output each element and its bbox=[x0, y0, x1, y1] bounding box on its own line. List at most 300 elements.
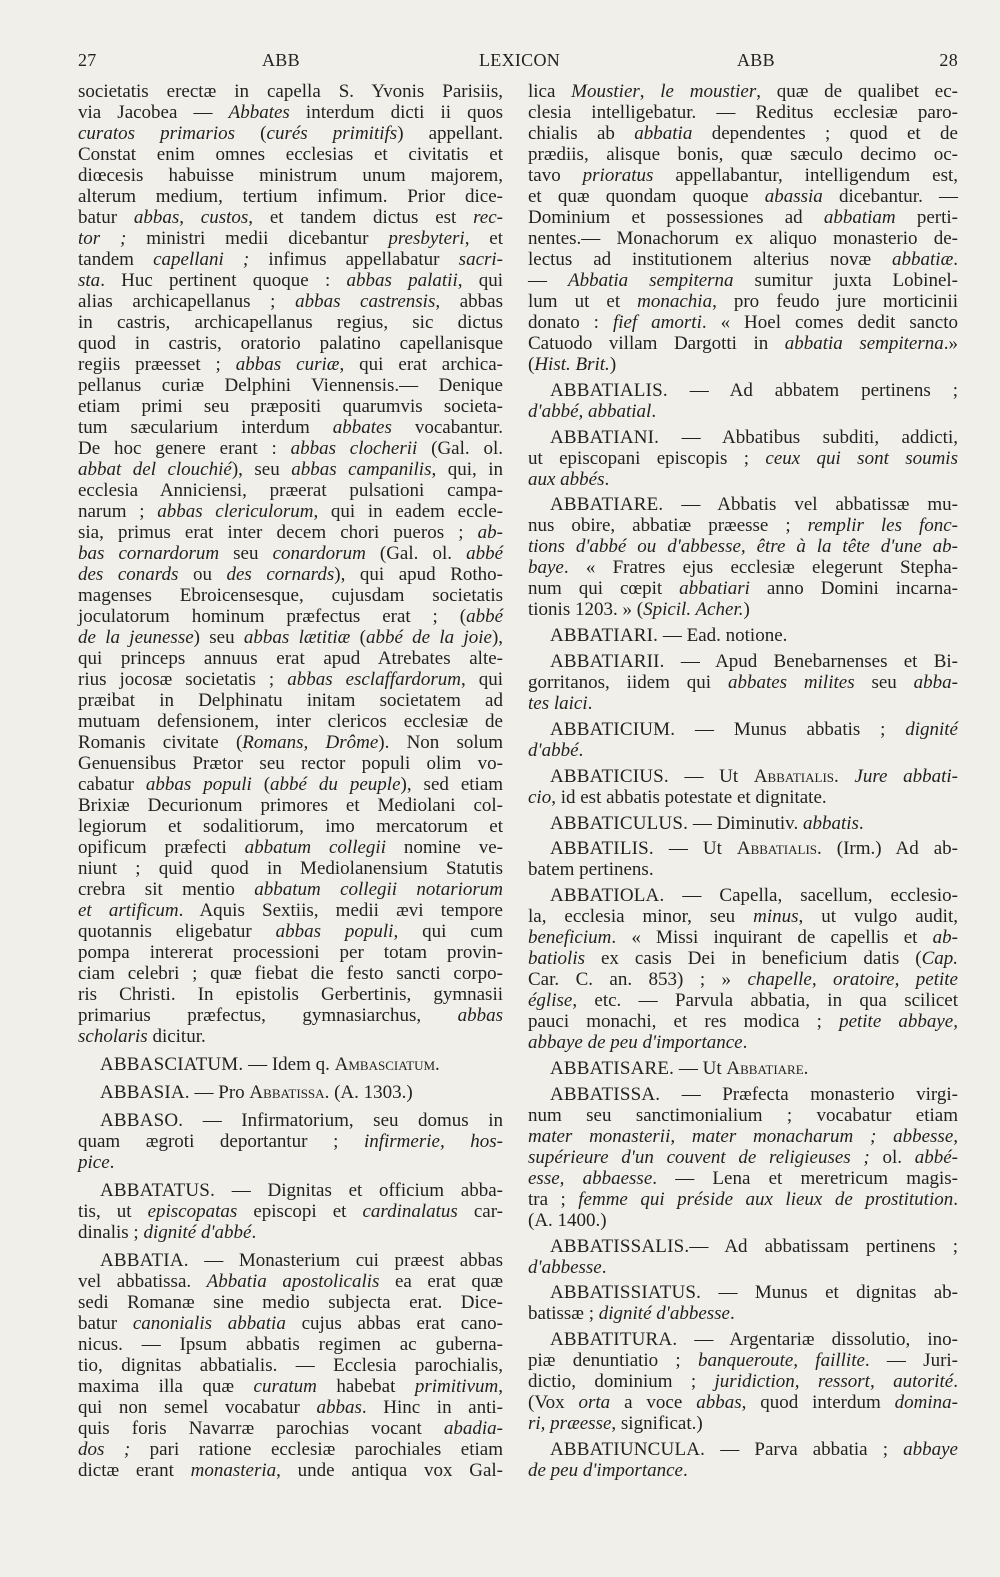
roman-text: sia, primus erat inter decem chori pueros ; bbox=[78, 522, 478, 543]
dictionary-entry bbox=[528, 838, 958, 880]
dictionary-entry bbox=[528, 1058, 958, 1079]
italic-text: presbyteri bbox=[388, 228, 465, 249]
roman-text: . bbox=[729, 1303, 735, 1325]
roman-text: ex casis Dei in beneficium datis ( bbox=[585, 948, 922, 970]
dictionary-entry bbox=[528, 1329, 958, 1434]
text-line bbox=[528, 693, 958, 714]
dictionary-entry bbox=[528, 885, 958, 1053]
italic-text: église bbox=[528, 990, 573, 1012]
roman-text: et quæ quondam quoque bbox=[528, 186, 765, 207]
guide-word-left: ABB bbox=[262, 50, 300, 70]
text-line bbox=[78, 501, 503, 522]
roman-text: — Dignitas et officium abba- bbox=[215, 1180, 503, 1201]
headword: ABBATIUNCULA. bbox=[550, 1439, 706, 1460]
page-number-right: 28 bbox=[939, 50, 958, 70]
roman-text: , qui, in bbox=[431, 459, 503, 480]
roman-text: ris Christi. In epistolis Gerbertinis, gymnasii bbox=[78, 984, 503, 1005]
roman-text: ea erat quæ bbox=[379, 1271, 503, 1292]
roman-text: ) bbox=[609, 354, 617, 375]
text-line bbox=[78, 984, 503, 1005]
text-line bbox=[78, 732, 503, 753]
roman-text: — Capella, sacellum, ecclesio- bbox=[664, 885, 958, 907]
italic-text: Abbatia sempiterna bbox=[567, 270, 734, 291]
headword: ABBATITURA. bbox=[550, 1329, 678, 1351]
roman-text: — Ad abbatem pertinens ; bbox=[667, 379, 958, 401]
text-line bbox=[528, 1084, 958, 1105]
text-line bbox=[78, 753, 503, 774]
text-line bbox=[78, 921, 503, 942]
dictionary-entry bbox=[528, 1084, 958, 1231]
italic-text: abbatum collegii bbox=[244, 837, 386, 858]
text-line bbox=[528, 249, 958, 270]
text-line bbox=[78, 1376, 503, 1397]
text-line bbox=[78, 144, 503, 165]
headword: ABBASCIATUM. bbox=[100, 1054, 244, 1075]
text-line bbox=[528, 1392, 958, 1413]
italic-text: mater monasterii, mater monacharum ; abbesse, bbox=[528, 1125, 958, 1147]
text-line bbox=[78, 837, 503, 858]
roman-text: nicus. — Ipsum abbatis regimen ac guberna- bbox=[78, 1334, 503, 1355]
text-line bbox=[78, 1397, 503, 1418]
dictionary-entry bbox=[78, 1054, 503, 1075]
roman-text: — bbox=[528, 270, 568, 291]
dictionary-entry bbox=[528, 427, 958, 490]
italic-text: abbas clericulorum bbox=[157, 501, 314, 522]
roman-text: . bbox=[682, 1460, 688, 1481]
text-line bbox=[528, 1147, 958, 1168]
text-line bbox=[78, 1054, 503, 1075]
dictionary-entry bbox=[528, 625, 958, 646]
text-line bbox=[78, 375, 503, 396]
headword: ABBATISSIATUS. bbox=[550, 1282, 702, 1304]
italic-text: tes laici bbox=[528, 693, 588, 715]
dictionary-entry bbox=[528, 1439, 958, 1481]
roman-text: , bbox=[639, 81, 661, 102]
text-line bbox=[528, 123, 958, 144]
roman-text: . Hinc in anti- bbox=[361, 1397, 503, 1418]
italic-text: le moustier bbox=[660, 81, 757, 102]
italic-text: abbas bbox=[457, 1005, 503, 1026]
roman-text: — Monasterium cui præest abbas bbox=[188, 1250, 503, 1271]
text-line bbox=[78, 1439, 503, 1460]
headword: ABBATIOLA. bbox=[550, 885, 665, 907]
italic-text: abbatia bbox=[634, 123, 693, 144]
italic-text: abbas populi bbox=[275, 921, 394, 942]
roman-text: opificum præfecti bbox=[78, 837, 245, 858]
roman-text: episcopi et bbox=[237, 1201, 363, 1222]
italic-text: abbatiæ bbox=[892, 249, 954, 270]
text-line bbox=[528, 927, 958, 948]
roman-text: primarius præfectus, gymnasiarchus, bbox=[78, 1005, 458, 1026]
text-line bbox=[78, 942, 503, 963]
roman-text: , qui erat archica- bbox=[339, 354, 503, 375]
roman-text: , unde antiqua vox Gal- bbox=[276, 1460, 503, 1481]
roman-text: vocabantur. bbox=[391, 417, 503, 438]
text-line bbox=[78, 774, 503, 795]
roman-text: rius jocosæ societatis ; bbox=[78, 669, 288, 690]
roman-text: ), seu bbox=[231, 459, 292, 480]
roman-text: . bbox=[742, 1032, 748, 1054]
italic-text: conardorum bbox=[272, 543, 366, 564]
italic-text: rec- bbox=[473, 207, 503, 228]
roman-text: . bbox=[435, 1054, 440, 1075]
italic-text: remplir les fonc- bbox=[807, 515, 958, 537]
roman-text: . bbox=[953, 1188, 958, 1210]
roman-text: — Ut bbox=[674, 1057, 727, 1079]
roman-text: mutuam defensionem, inter clericos ecclesiæ de bbox=[78, 711, 503, 732]
roman-text: ), sed etiam bbox=[400, 774, 504, 795]
text-line bbox=[78, 165, 503, 186]
italic-text: dignité d'abbesse bbox=[598, 1303, 730, 1325]
dictionary-entry bbox=[528, 651, 958, 714]
headword: ABBATILIS. bbox=[550, 838, 654, 860]
roman-text: . bbox=[953, 249, 958, 270]
roman-text: clesia intelligebatur. — Reditus ecclesiæ paro- bbox=[528, 102, 958, 123]
italic-text: prioratus bbox=[582, 165, 654, 186]
italic-text: infirmerie, hos- bbox=[363, 1131, 503, 1152]
roman-text: ciam celebri ; quæ fiebat die festo sancti corpo- bbox=[78, 963, 503, 984]
italic-text: cio bbox=[528, 786, 552, 808]
roman-text: ) appellant. bbox=[397, 123, 504, 144]
roman-text: Genuensibus Prætor seu rector populi olim vo- bbox=[78, 753, 503, 774]
roman-text: — Ead. notione. bbox=[658, 625, 788, 647]
roman-text: diœcesis habuisse ministrum unum majorem, bbox=[78, 165, 503, 186]
text-line bbox=[528, 312, 958, 333]
dictionary-entry bbox=[528, 1236, 958, 1278]
text-line bbox=[528, 599, 958, 620]
italic-text: ri, præesse bbox=[528, 1413, 612, 1435]
italic-text: abbé de la joie bbox=[365, 627, 492, 648]
headword: ABBATIA. bbox=[100, 1250, 189, 1271]
text-line bbox=[78, 963, 503, 984]
roman-text: joculatorum hominum præfectus erat ; ( bbox=[78, 606, 467, 627]
headword: ABBATIARI. bbox=[550, 625, 659, 647]
text-line bbox=[78, 1201, 503, 1222]
text-line bbox=[78, 480, 503, 501]
roman-text: alterum medium, tertium infimum. Prior dice- bbox=[78, 186, 503, 207]
roman-text: . bbox=[604, 468, 610, 490]
roman-text: — Ad abbatissam pertinens ; bbox=[689, 1235, 958, 1257]
roman-text: , pro feudo jure morticinii bbox=[712, 291, 958, 312]
italic-text: abbatiari bbox=[679, 578, 750, 600]
text-line bbox=[78, 522, 503, 543]
text-line bbox=[528, 536, 958, 557]
italic-text: Romans, Drôme bbox=[242, 732, 379, 753]
roman-text: vel abbatissa. bbox=[78, 1271, 207, 1292]
italic-text: de peu d'importance bbox=[528, 1460, 683, 1481]
roman-text: . bbox=[803, 1057, 809, 1079]
text-line bbox=[78, 1418, 503, 1439]
roman-text: ut episcopani episcopis ; bbox=[528, 447, 766, 469]
roman-text: . (Irm.) Ad ab- bbox=[817, 838, 958, 860]
text-line bbox=[78, 81, 503, 102]
roman-text: . — Juri- bbox=[864, 1350, 958, 1372]
roman-text: ) bbox=[743, 599, 750, 621]
roman-text: pauci monachi, et res modica ; bbox=[528, 1011, 840, 1033]
italic-text: abbé bbox=[466, 606, 503, 627]
italic-text: abbas bbox=[133, 207, 180, 228]
italic-text: abbatiam bbox=[823, 207, 896, 228]
roman-text: dependentes ; quod et de bbox=[692, 123, 958, 144]
italic-text: d'abbesse bbox=[528, 1256, 602, 1278]
text-line bbox=[528, 1439, 958, 1460]
text-line bbox=[528, 766, 958, 787]
italic-text: monasteria bbox=[190, 1460, 277, 1481]
italic-text: domina- bbox=[894, 1392, 958, 1414]
roman-text: , qui in eadem eccle- bbox=[313, 501, 503, 522]
roman-text: qui princeps annuus erat apud Atrebates alte- bbox=[78, 648, 503, 669]
italic-text: abbates milites bbox=[727, 672, 855, 694]
roman-text: chialis ab bbox=[528, 123, 635, 144]
roman-text: lectus ad institutionem alterius novæ bbox=[528, 249, 893, 270]
italic-text: abbé bbox=[466, 543, 503, 564]
roman-text: Constat enim omnes ecclesias et civitatis et bbox=[78, 144, 503, 165]
text-line bbox=[78, 1026, 503, 1047]
roman-text: lum ut et bbox=[528, 291, 638, 312]
italic-text: tions d'abbé ou d'abbesse, être à la tête d'une ab- bbox=[528, 536, 958, 558]
text-line bbox=[78, 627, 503, 648]
roman-text: . — Lena et meretricum magis- bbox=[652, 1167, 958, 1189]
roman-text: dicitur. bbox=[147, 1026, 206, 1047]
italic-text: tor ; bbox=[78, 228, 127, 249]
text-line bbox=[78, 1292, 503, 1313]
headword: ABBATATUS. bbox=[100, 1180, 216, 1201]
italic-text: abbat del clouchié bbox=[78, 459, 232, 480]
italic-text: orta bbox=[578, 1392, 611, 1414]
roman-text: quam ægroti deportantur ; bbox=[78, 1131, 364, 1152]
dictionary-entry bbox=[78, 1180, 503, 1243]
text-line bbox=[78, 1180, 503, 1201]
roman-text: niunt ; quid quod in Mediolanensium Statutis bbox=[78, 858, 503, 879]
roman-text: batur bbox=[78, 1313, 133, 1334]
italic-text: primitivum bbox=[414, 1376, 499, 1397]
roman-text: . Aquis Sextiis, medii ævi tempore bbox=[178, 900, 503, 921]
text-line bbox=[528, 1058, 958, 1079]
text-line bbox=[528, 469, 958, 490]
italic-text: abbatia sempiterna bbox=[784, 333, 944, 354]
text-line bbox=[78, 606, 503, 627]
text-line bbox=[78, 438, 503, 459]
text-line bbox=[528, 578, 958, 599]
text-line bbox=[528, 354, 958, 375]
italic-text: banqueroute, faillite bbox=[697, 1350, 865, 1372]
roman-text: ). Non solum bbox=[378, 732, 503, 753]
italic-text: Cap. bbox=[921, 948, 958, 970]
text-line bbox=[528, 651, 958, 672]
roman-text: magenses Ebroicensesque, cujusdam societatis bbox=[78, 585, 503, 606]
roman-text: — Ut bbox=[653, 838, 737, 860]
text-line bbox=[528, 380, 958, 401]
roman-text: dictio, dominium ; bbox=[528, 1371, 715, 1393]
roman-text: ), qui apud Rotho- bbox=[334, 564, 503, 585]
roman-text: seu bbox=[219, 543, 273, 564]
text-line bbox=[78, 1082, 503, 1103]
roman-text: ( bbox=[350, 627, 366, 648]
roman-text: anno Domini incarna- bbox=[749, 578, 958, 600]
roman-text: narum ; bbox=[78, 501, 158, 522]
italic-text: dos ; bbox=[78, 1439, 131, 1460]
roman-text: ( bbox=[235, 123, 267, 144]
text-line bbox=[78, 858, 503, 879]
headword: ABBATIANI. bbox=[550, 426, 660, 448]
italic-text: chapelle, oratoire, petite bbox=[747, 969, 958, 991]
roman-text: ou bbox=[178, 564, 227, 585]
roman-text: maxima illa quæ bbox=[78, 1376, 254, 1397]
roman-text: tavo bbox=[528, 165, 583, 186]
italic-text: minus bbox=[753, 906, 799, 928]
text-line bbox=[528, 228, 958, 249]
text-line bbox=[78, 1313, 503, 1334]
text-line bbox=[528, 1210, 958, 1231]
text-line bbox=[78, 1334, 503, 1355]
roman-text: — Idem q. bbox=[243, 1054, 335, 1075]
text-line bbox=[78, 228, 503, 249]
text-line bbox=[78, 879, 503, 900]
text-line bbox=[78, 690, 503, 711]
headword: ABBATIALIS. bbox=[550, 379, 668, 401]
text-line bbox=[528, 1236, 958, 1257]
italic-text: curés primitifs bbox=[266, 123, 398, 144]
text-line bbox=[528, 494, 958, 515]
italic-text: bas cornardorum bbox=[78, 543, 220, 564]
roman-text: , quod interdum bbox=[741, 1392, 895, 1414]
text-line bbox=[78, 291, 503, 312]
italic-text: episcopatas bbox=[147, 1201, 238, 1222]
text-line bbox=[78, 1005, 503, 1026]
roman-text: . bbox=[587, 693, 593, 715]
text-line bbox=[528, 1189, 958, 1210]
text-line bbox=[78, 1460, 503, 1481]
italic-text: abba- bbox=[913, 672, 958, 694]
roman-text: via Jacobea — bbox=[78, 102, 229, 123]
italic-text: aux abbés bbox=[528, 468, 605, 490]
roman-text: — Ut bbox=[668, 765, 754, 787]
small-caps-text: Abbatissa bbox=[249, 1082, 325, 1103]
italic-text: fief amorti bbox=[612, 312, 702, 333]
italic-text: Hist. Brit. bbox=[534, 354, 610, 375]
roman-text: etiam primi seu præpositi quarumvis societa- bbox=[78, 396, 503, 417]
text-line bbox=[78, 102, 503, 123]
roman-text: . « Hoel comes dedit sancto bbox=[701, 312, 958, 333]
italic-text: Abbatia apostolicalis bbox=[206, 1271, 380, 1292]
italic-text: des conards bbox=[78, 564, 179, 585]
text-line bbox=[528, 102, 958, 123]
roman-text: tionis 1203. » ( bbox=[528, 599, 644, 621]
roman-text: , id est abbatis potestate et dignitate. bbox=[551, 786, 827, 808]
dictionary-entry bbox=[528, 719, 958, 761]
italic-text: canonialis abbatia bbox=[132, 1313, 286, 1334]
italic-text: ab- bbox=[477, 522, 503, 543]
left-column bbox=[78, 81, 503, 1481]
text-line bbox=[528, 1282, 958, 1303]
text-line bbox=[78, 249, 503, 270]
italic-text: abbas castrensis bbox=[295, 291, 436, 312]
dictionary-entry bbox=[78, 1250, 503, 1481]
right-column bbox=[528, 81, 958, 1481]
text-line bbox=[78, 816, 503, 837]
text-line bbox=[78, 333, 503, 354]
text-line bbox=[528, 448, 958, 469]
roman-text: . bbox=[651, 400, 657, 422]
text-line bbox=[78, 123, 503, 144]
roman-text: societatis erectæ in capella S. Yvonis Parisiis, bbox=[78, 81, 503, 102]
dictionary-entry bbox=[78, 1082, 503, 1103]
italic-text: Jure abbati- bbox=[854, 765, 958, 787]
roman-text: batissæ ; bbox=[528, 1303, 599, 1325]
roman-text: Romanis civitate ( bbox=[78, 732, 243, 753]
roman-text: . « Missi inquirant de capellis et bbox=[611, 927, 933, 949]
text-line bbox=[78, 186, 503, 207]
italic-text: des cornards bbox=[226, 564, 335, 585]
roman-text: num seu sanctimonialium ; vocabatur etiam bbox=[528, 1104, 958, 1126]
text-line bbox=[528, 948, 958, 969]
text-line bbox=[528, 885, 958, 906]
dictionary-entry bbox=[528, 1282, 958, 1324]
text-line bbox=[78, 648, 503, 669]
italic-text: esse, abbaesse bbox=[528, 1167, 653, 1189]
small-caps-text: Abbatiare bbox=[726, 1057, 804, 1079]
roman-text: Brixiæ Decurionum primores et Mediolani col- bbox=[78, 795, 503, 816]
italic-text: abbas bbox=[696, 1392, 742, 1414]
dictionary-entry bbox=[528, 494, 958, 620]
roman-text: la, ecclesia minor, seu bbox=[528, 906, 754, 928]
italic-text: ceux qui sont soumis bbox=[765, 447, 958, 469]
page-number-left: 27 bbox=[78, 50, 97, 70]
roman-text: tandem bbox=[78, 249, 154, 270]
text-line bbox=[528, 270, 958, 291]
text-line bbox=[528, 1329, 958, 1350]
roman-text: (Gal. ol. bbox=[417, 438, 503, 459]
text-line bbox=[528, 1303, 958, 1324]
roman-text: batur bbox=[78, 207, 134, 228]
roman-text: piæ denuntiatio ; bbox=[528, 1350, 698, 1372]
roman-text: seu bbox=[854, 672, 914, 694]
text-line bbox=[528, 672, 958, 693]
italic-text: cardinalatus bbox=[362, 1201, 458, 1222]
text-line bbox=[528, 969, 958, 990]
text-line bbox=[78, 1355, 503, 1376]
roman-text: — Diminutiv. bbox=[688, 812, 803, 834]
italic-text: abbatis bbox=[802, 812, 859, 834]
guide-word-right: ABB bbox=[737, 50, 775, 70]
text-line bbox=[528, 333, 958, 354]
roman-text: ( bbox=[251, 774, 271, 795]
text-line bbox=[78, 207, 503, 228]
dictionary-entry bbox=[528, 766, 958, 808]
italic-text: abassia bbox=[764, 186, 823, 207]
roman-text: crebra sit mentio bbox=[78, 879, 255, 900]
italic-text: abbas esclaffardorum bbox=[287, 669, 461, 690]
italic-text: curatos primarios bbox=[78, 123, 236, 144]
roman-text: . bbox=[601, 1256, 607, 1278]
text-line bbox=[528, 813, 958, 834]
roman-text: habebat bbox=[316, 1376, 415, 1397]
continued-paragraph bbox=[78, 81, 503, 1047]
roman-text: . bbox=[251, 1222, 257, 1243]
text-line bbox=[78, 354, 503, 375]
roman-text: , quæ de qualibet ec- bbox=[756, 81, 958, 102]
roman-text: — Parva abbatia ; bbox=[705, 1439, 904, 1460]
text-line bbox=[78, 564, 503, 585]
text-line bbox=[528, 515, 958, 536]
italic-text: abbaye bbox=[903, 1439, 958, 1460]
italic-text: dignité d'abbé bbox=[143, 1222, 252, 1243]
roman-text: . bbox=[834, 765, 855, 787]
roman-text: — Munus et dignitas ab- bbox=[701, 1282, 958, 1304]
italic-text: Abbates bbox=[228, 102, 290, 123]
roman-text: — Munus abbatis ; bbox=[675, 718, 906, 740]
italic-text: de la jeunesse bbox=[78, 627, 194, 648]
